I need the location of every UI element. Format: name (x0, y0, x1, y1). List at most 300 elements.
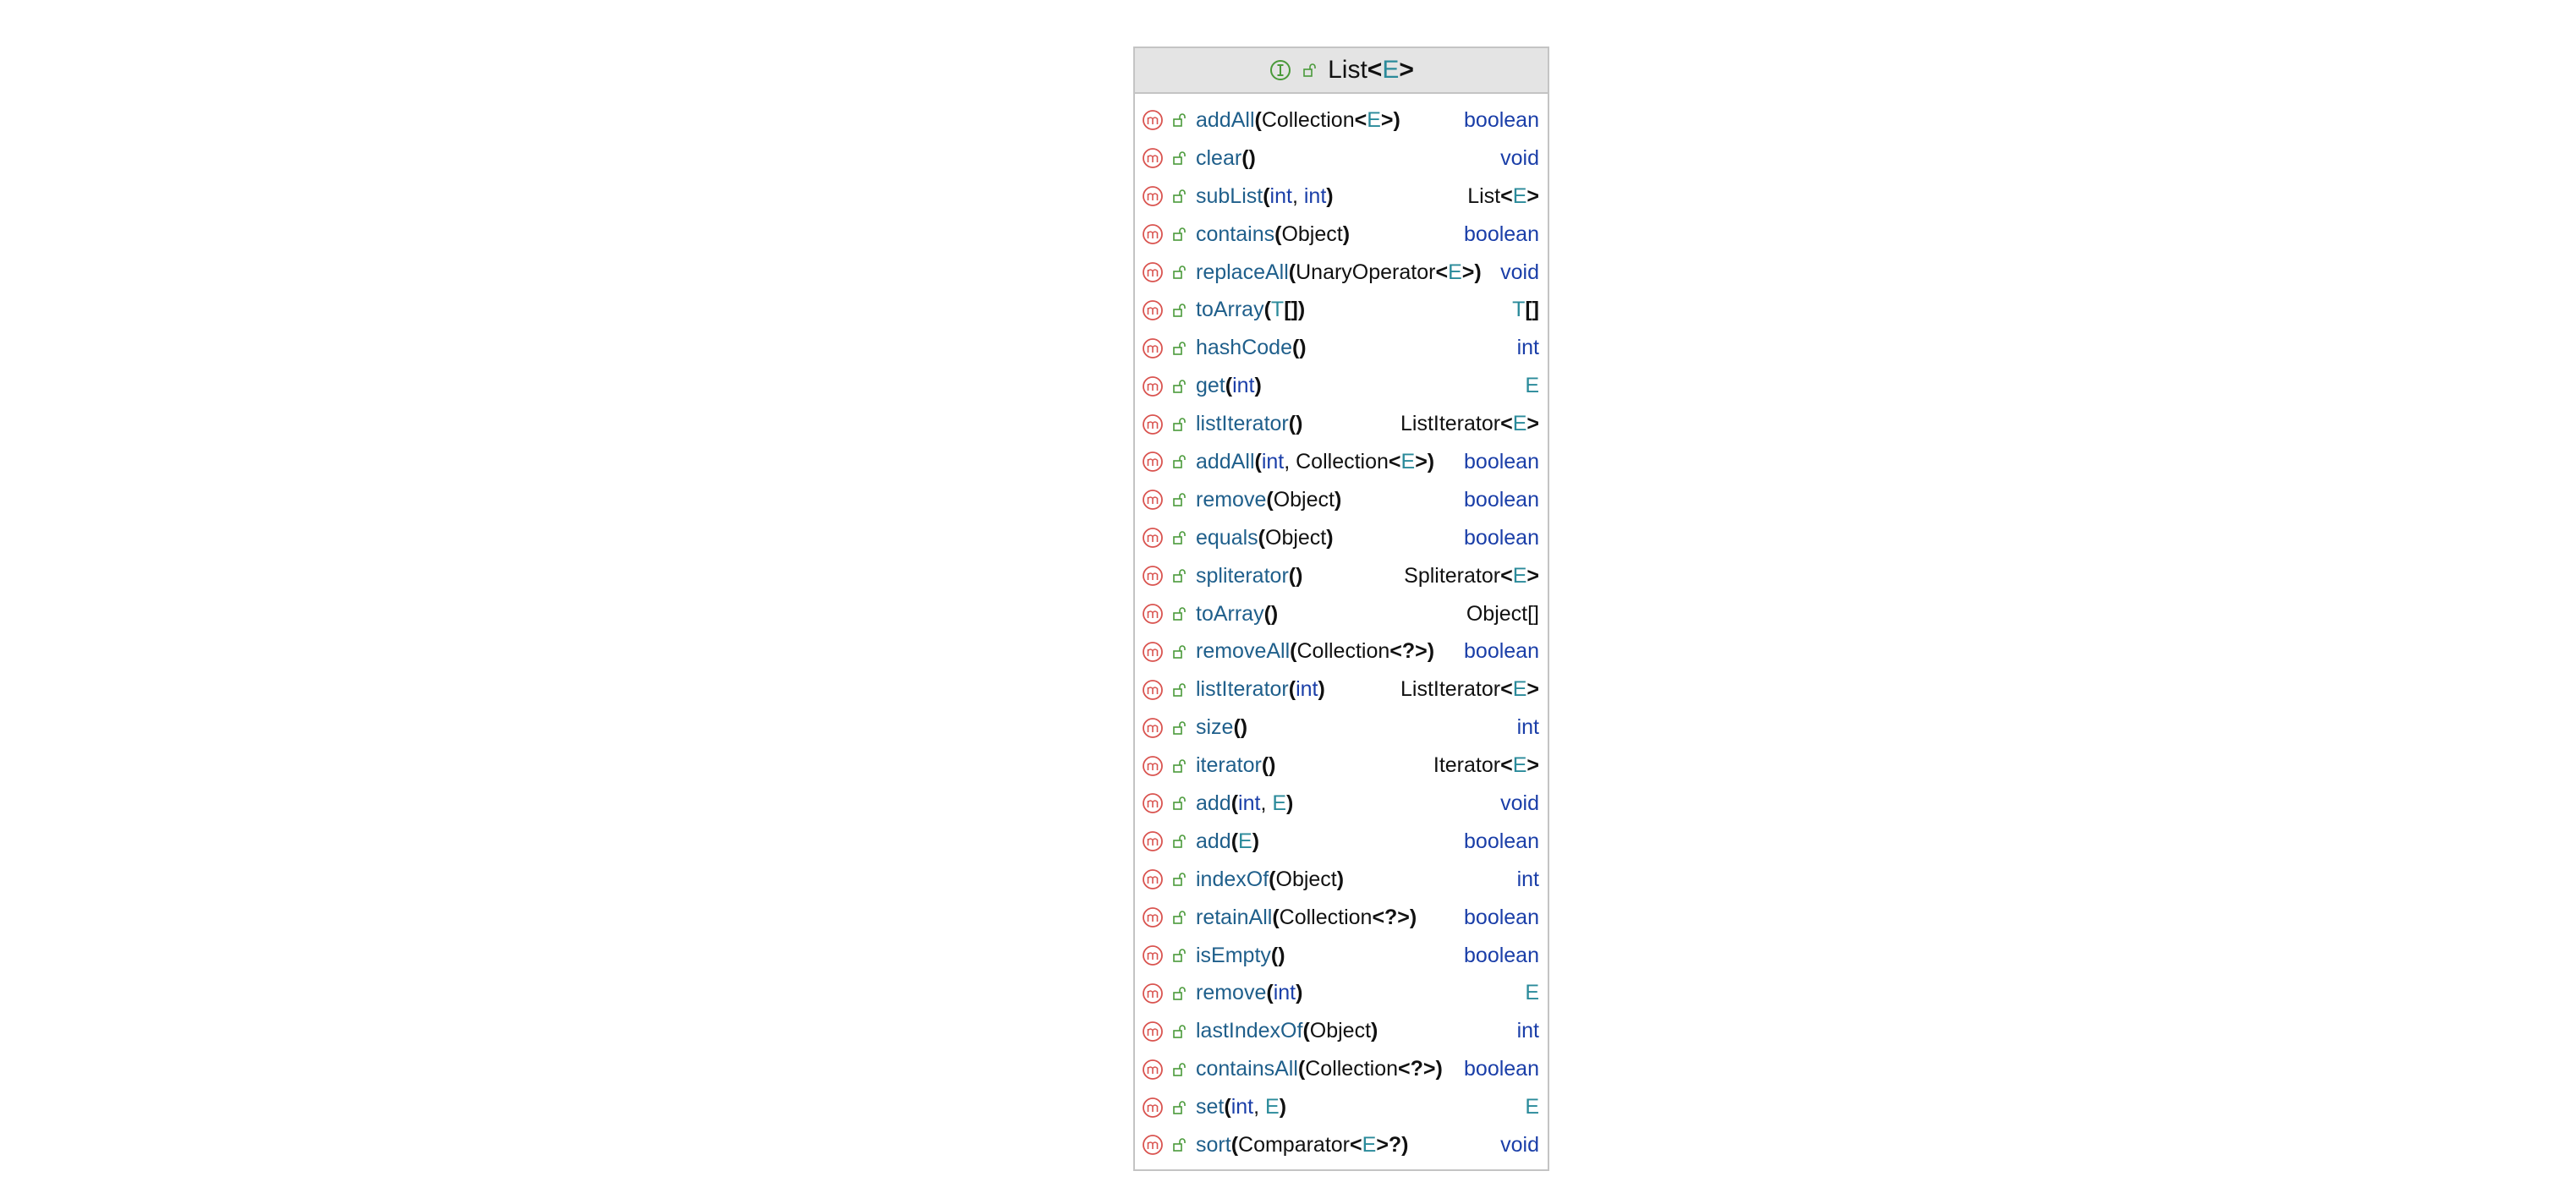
class-title-part: List (1328, 56, 1367, 84)
method-signature (1196, 184, 1461, 209)
public-lock-icon (1172, 417, 1187, 432)
method-params-part: T (1270, 298, 1285, 322)
method-row[interactable] (1135, 974, 1548, 1012)
return-type (1517, 867, 1539, 892)
method-row[interactable] (1135, 367, 1548, 405)
public-lock-icon (1172, 796, 1187, 811)
method-icon (1142, 337, 1164, 359)
method-params-part: <?>) (1389, 639, 1435, 664)
method-icon (1142, 1059, 1164, 1081)
method-name: equals (1196, 525, 1258, 550)
public-lock-icon (1172, 112, 1187, 128)
method-params-part: int (1273, 981, 1296, 1005)
method-icon (1142, 868, 1164, 890)
return-type-part: E (1512, 183, 1527, 208)
method-params-part: E (1400, 449, 1416, 473)
method-params-part: E (1238, 829, 1252, 853)
method-params-part: []) (1284, 298, 1306, 322)
method-row[interactable] (1135, 178, 1548, 216)
method-params-part: ) (1326, 183, 1334, 208)
public-lock-icon (1172, 189, 1187, 204)
public-lock-icon (1172, 1062, 1187, 1077)
method-icon (1142, 944, 1164, 966)
method-signature (1196, 867, 1510, 892)
method-icon (1142, 223, 1164, 245)
method-params-part: ( (1290, 639, 1297, 664)
return-type (1400, 412, 1539, 436)
method-params-part: ( (1272, 905, 1280, 929)
method-row[interactable] (1135, 216, 1548, 254)
return-type-part: E (1525, 981, 1539, 1005)
method-signature (1196, 336, 1510, 360)
return-type (1433, 753, 1539, 778)
method-icon (1142, 565, 1164, 587)
return-type-part: boolean (1464, 829, 1539, 853)
return-type (1464, 1057, 1539, 1081)
method-icon (1142, 185, 1164, 207)
method-icon (1142, 792, 1164, 814)
method-icon (1142, 413, 1164, 435)
method-name: addAll (1196, 449, 1255, 473)
return-type (1400, 677, 1539, 702)
method-params-part: Collection (1296, 639, 1390, 664)
return-type-part: void (1500, 1132, 1539, 1157)
method-params-part: ( (1297, 1057, 1306, 1081)
method-name: retainAll (1196, 905, 1273, 929)
method-params-part: ) (1371, 1019, 1378, 1043)
method-params-part: int (1230, 1095, 1254, 1119)
method-params-part: E (1272, 791, 1287, 815)
method-params-part: Object (1309, 1019, 1372, 1043)
method-list (1135, 94, 1548, 1164)
method-row[interactable] (1135, 861, 1548, 899)
method-params-part: ( (1230, 829, 1239, 853)
method-signature (1196, 981, 1518, 1005)
method-params-part: < (1354, 107, 1367, 132)
method-params-part: ( (1230, 791, 1239, 815)
return-type-part: int (1516, 336, 1539, 360)
method-signature (1196, 222, 1457, 247)
method-signature (1196, 146, 1494, 171)
method-params-part: ( (1258, 525, 1265, 550)
method-params-part: () (1270, 943, 1285, 967)
method-params-part: ( (1288, 677, 1296, 702)
method-row[interactable] (1135, 519, 1548, 557)
public-lock-icon (1172, 834, 1187, 849)
method-row[interactable] (1135, 595, 1548, 633)
method-icon (1142, 147, 1164, 169)
return-type (1464, 108, 1539, 133)
method-row[interactable] (1135, 899, 1548, 937)
return-type (1500, 260, 1539, 285)
return-type-part: int (1516, 1019, 1539, 1043)
method-row[interactable] (1135, 823, 1548, 861)
method-icon (1142, 1097, 1164, 1119)
method-params-part: E (1367, 107, 1381, 132)
method-params-part: ( (1254, 449, 1262, 473)
method-params-part: ( (1266, 981, 1274, 1005)
method-name: indexOf (1196, 867, 1269, 891)
method-params-part: , Collection (1284, 449, 1389, 473)
class-title (1328, 56, 1414, 85)
method-icon (1142, 679, 1164, 701)
return-type (1464, 488, 1539, 512)
method-params-part: ( (1263, 298, 1271, 322)
method-params-part: ( (1274, 222, 1282, 246)
public-lock-icon (1172, 1024, 1187, 1039)
method-params-part: < (1388, 449, 1401, 473)
return-type-part: E (1525, 374, 1539, 398)
public-lock-icon (1172, 644, 1187, 659)
method-params-part: () (1288, 412, 1303, 436)
method-signature (1196, 639, 1457, 664)
return-type-part: E (1525, 1095, 1539, 1119)
method-icon (1142, 982, 1164, 1004)
return-type (1464, 906, 1539, 930)
method-signature (1196, 677, 1394, 702)
public-lock-icon (1172, 682, 1187, 698)
method-name: add (1196, 791, 1231, 815)
return-type (1466, 602, 1539, 627)
class-header (1135, 48, 1548, 94)
method-params-part: () (1263, 601, 1279, 626)
method-params-part: UnaryOperator (1296, 260, 1436, 284)
method-params-part: , (1291, 183, 1304, 208)
method-signature (1196, 298, 1505, 322)
method-params-part: () (1291, 336, 1307, 360)
method-name: lastIndexOf (1196, 1019, 1303, 1043)
method-row[interactable] (1135, 329, 1548, 367)
return-type (1525, 1095, 1539, 1119)
public-lock-icon (1172, 227, 1187, 242)
method-name: remove (1196, 487, 1267, 512)
method-params-part: int (1232, 374, 1255, 398)
return-type (1404, 564, 1539, 588)
method-params-part: < (1435, 260, 1449, 284)
method-params-part: ( (1269, 867, 1276, 891)
method-params-part: int (1296, 677, 1318, 702)
method-name: isEmpty (1196, 943, 1271, 967)
return-type (1464, 829, 1539, 854)
method-params-part: int (1261, 449, 1285, 473)
return-type-part: int (1516, 715, 1539, 740)
public-lock-icon (1172, 568, 1187, 583)
public-lock-icon (1172, 872, 1187, 887)
public-lock-icon (1172, 265, 1187, 280)
public-lock-icon (1172, 303, 1187, 318)
method-icon (1142, 527, 1164, 549)
public-lock-icon (1172, 341, 1187, 356)
public-lock-icon (1172, 986, 1187, 1001)
method-params-part: <?>) (1372, 905, 1417, 929)
return-type-part: E (1512, 412, 1527, 436)
return-type-part: Object[] (1466, 601, 1539, 626)
method-row[interactable] (1135, 1126, 1548, 1164)
method-params-part: Object (1281, 222, 1343, 246)
return-type-part: > (1526, 412, 1539, 436)
method-row[interactable] (1135, 670, 1548, 709)
method-params-part: ) (1279, 1095, 1287, 1119)
return-type-part: < (1500, 677, 1513, 702)
public-lock-icon (1172, 758, 1187, 774)
method-params-part: Object (1275, 867, 1337, 891)
method-icon (1142, 1021, 1164, 1043)
method-params-part: () (1288, 563, 1303, 588)
return-type-part: boolean (1464, 449, 1539, 473)
method-row[interactable] (1135, 557, 1548, 595)
method-params-part: ( (1224, 1095, 1231, 1119)
return-type-part: void (1500, 260, 1539, 284)
method-icon (1142, 1134, 1164, 1156)
method-row[interactable] (1135, 481, 1548, 519)
method-params-part: ) (1252, 829, 1260, 853)
public-lock-icon (1172, 910, 1187, 925)
method-signature (1196, 564, 1397, 588)
method-icon (1142, 755, 1164, 777)
method-signature (1196, 944, 1457, 968)
method-params-part: ( (1230, 1132, 1239, 1157)
method-name: iterator (1196, 753, 1262, 778)
public-lock-icon (1172, 1137, 1187, 1152)
return-type (1517, 715, 1539, 740)
method-params-part: >?) (1376, 1132, 1409, 1157)
method-params-part: Object (1265, 525, 1327, 550)
method-name: listIterator (1196, 412, 1289, 436)
return-type-part: boolean (1464, 107, 1539, 132)
method-params-part: ) (1296, 981, 1303, 1005)
method-row[interactable] (1135, 747, 1548, 785)
method-params-part: ) (1334, 487, 1342, 512)
method-icon (1142, 717, 1164, 739)
method-name: add (1196, 829, 1231, 853)
return-type-part: boolean (1464, 1057, 1539, 1081)
method-name: hashCode (1196, 336, 1292, 360)
return-type-part: < (1500, 753, 1513, 778)
return-type (1500, 791, 1539, 816)
return-type-part: boolean (1464, 487, 1539, 512)
method-signature (1196, 791, 1494, 816)
method-icon (1142, 109, 1164, 131)
method-params-part: () (1233, 715, 1248, 740)
class-title-part: < (1367, 56, 1383, 84)
method-params-part: Object (1273, 487, 1335, 512)
method-signature (1196, 753, 1427, 778)
method-signature (1196, 829, 1457, 854)
return-type (1517, 1019, 1539, 1043)
method-params-part: E (1265, 1095, 1280, 1119)
return-type-part: ListIterator (1400, 412, 1501, 436)
method-name: set (1196, 1095, 1225, 1119)
method-icon (1142, 641, 1164, 663)
method-signature (1196, 1019, 1510, 1043)
method-name: addAll (1196, 107, 1255, 132)
return-type (1467, 184, 1539, 209)
class-title-part: E (1382, 56, 1400, 84)
method-row[interactable] (1135, 937, 1548, 975)
method-signature (1196, 374, 1518, 398)
method-params-part: ) (1286, 791, 1294, 815)
method-row[interactable] (1135, 785, 1548, 823)
return-type (1464, 450, 1539, 474)
method-icon (1142, 451, 1164, 473)
method-name: toArray (1196, 601, 1264, 626)
public-lock-icon (1172, 1100, 1187, 1115)
method-name: contains (1196, 222, 1275, 246)
return-type-part: E (1512, 753, 1527, 778)
return-type-part: E (1512, 677, 1527, 702)
method-name: subList (1196, 183, 1263, 208)
interface-icon (1269, 58, 1292, 82)
public-lock-icon (1172, 948, 1187, 963)
method-params-part: E (1448, 260, 1462, 284)
public-lock-icon (1172, 379, 1187, 394)
method-params-part: ( (1263, 183, 1270, 208)
method-icon (1142, 830, 1164, 852)
method-signature (1196, 715, 1510, 740)
method-row[interactable] (1135, 443, 1548, 481)
method-row[interactable] (1135, 709, 1548, 747)
method-params-part: () (1241, 145, 1256, 170)
method-params-part: Collection (1261, 107, 1355, 132)
return-type-part: > (1526, 677, 1539, 702)
return-type (1500, 146, 1539, 171)
method-icon (1142, 261, 1164, 283)
method-signature (1196, 450, 1457, 474)
method-params-part: >) (1461, 260, 1482, 284)
method-row[interactable] (1135, 291, 1548, 329)
method-params-part: ( (1266, 487, 1274, 512)
method-icon (1142, 375, 1164, 397)
method-params-part: ( (1225, 374, 1233, 398)
method-params-part: ) (1254, 374, 1262, 398)
method-name: sort (1196, 1132, 1231, 1157)
method-row[interactable] (1135, 1088, 1548, 1126)
public-lock-icon (1302, 63, 1318, 78)
public-lock-icon (1172, 492, 1187, 507)
method-params-part: int (1238, 791, 1261, 815)
method-row[interactable] (1135, 1050, 1548, 1088)
return-type-part: < (1500, 563, 1513, 588)
method-name: clear (1196, 145, 1242, 170)
method-name: get (1196, 374, 1225, 398)
return-type-part: E (1512, 563, 1527, 588)
method-name: toArray (1196, 298, 1264, 322)
method-signature (1196, 526, 1457, 550)
return-type (1500, 1133, 1539, 1157)
method-row[interactable] (1135, 632, 1548, 670)
return-type-part: List (1467, 183, 1501, 208)
public-lock-icon (1172, 606, 1187, 621)
method-row[interactable] (1135, 254, 1548, 292)
method-signature (1196, 602, 1460, 627)
method-params-part: >) (1415, 449, 1435, 473)
method-params-part: , (1253, 1095, 1265, 1119)
method-name: spliterator (1196, 563, 1289, 588)
return-type (1525, 374, 1539, 398)
method-params-part: < (1350, 1132, 1362, 1157)
method-signature (1196, 1057, 1457, 1081)
method-row[interactable] (1135, 405, 1548, 443)
method-signature (1196, 906, 1457, 930)
return-type-part: < (1500, 412, 1513, 436)
method-signature (1196, 260, 1494, 285)
method-params-part: int (1303, 183, 1327, 208)
method-signature (1196, 488, 1457, 512)
method-name: remove (1196, 981, 1267, 1005)
return-type-part: int (1516, 867, 1539, 891)
return-type-part: Spliterator (1404, 563, 1501, 588)
method-name: containsAll (1196, 1057, 1298, 1081)
method-params-part: E (1362, 1132, 1377, 1157)
class-title-part: > (1399, 56, 1414, 84)
method-row[interactable] (1135, 1012, 1548, 1050)
return-type (1464, 944, 1539, 968)
return-type-part: < (1500, 183, 1513, 208)
return-type-part: > (1526, 753, 1539, 778)
return-type-part: void (1500, 145, 1539, 170)
method-params-part: ) (1342, 222, 1351, 246)
return-type-part: void (1500, 791, 1539, 815)
return-type (1525, 981, 1539, 1005)
public-lock-icon (1172, 150, 1187, 166)
method-row[interactable] (1135, 140, 1548, 178)
return-type-part: [] (1525, 298, 1539, 322)
return-type (1464, 526, 1539, 550)
method-params-part: Comparator (1238, 1132, 1351, 1157)
method-params-part: <?>) (1398, 1057, 1443, 1081)
method-params-part: , (1260, 791, 1273, 815)
method-name: listIterator (1196, 677, 1289, 702)
class-node-list[interactable] (1133, 47, 1549, 1171)
public-lock-icon (1172, 530, 1187, 545)
return-type (1464, 222, 1539, 247)
return-type-part: > (1526, 563, 1539, 588)
method-params-part: ) (1326, 525, 1334, 550)
method-signature (1196, 1133, 1494, 1157)
method-name: size (1196, 715, 1234, 740)
method-signature (1196, 1095, 1518, 1119)
return-type (1464, 639, 1539, 664)
method-signature (1196, 412, 1394, 436)
return-type-part: Iterator (1433, 753, 1501, 778)
method-row[interactable] (1135, 101, 1548, 140)
public-lock-icon (1172, 454, 1187, 469)
method-icon (1142, 906, 1164, 928)
method-icon (1142, 299, 1164, 321)
method-params-part: int (1269, 183, 1292, 208)
method-params-part: ) (1336, 867, 1345, 891)
method-params-part: Collection (1279, 905, 1373, 929)
return-type-part: ListIterator (1400, 677, 1501, 702)
return-type-part: > (1526, 183, 1539, 208)
method-icon (1142, 489, 1164, 511)
return-type-part: boolean (1464, 905, 1539, 929)
return-type-part: boolean (1464, 943, 1539, 967)
method-params-part: Collection (1305, 1057, 1399, 1081)
method-name: removeAll (1196, 639, 1291, 664)
method-params-part: ( (1288, 260, 1296, 284)
method-params-part: ) (1318, 677, 1325, 702)
return-type (1517, 336, 1539, 360)
return-type-part: T (1512, 298, 1526, 322)
return-type (1512, 298, 1539, 322)
method-icon (1142, 603, 1164, 625)
method-name: replaceAll (1196, 260, 1289, 284)
return-type-part: boolean (1464, 222, 1539, 246)
method-signature (1196, 108, 1457, 133)
public-lock-icon (1172, 720, 1187, 736)
return-type-part: boolean (1464, 639, 1539, 664)
